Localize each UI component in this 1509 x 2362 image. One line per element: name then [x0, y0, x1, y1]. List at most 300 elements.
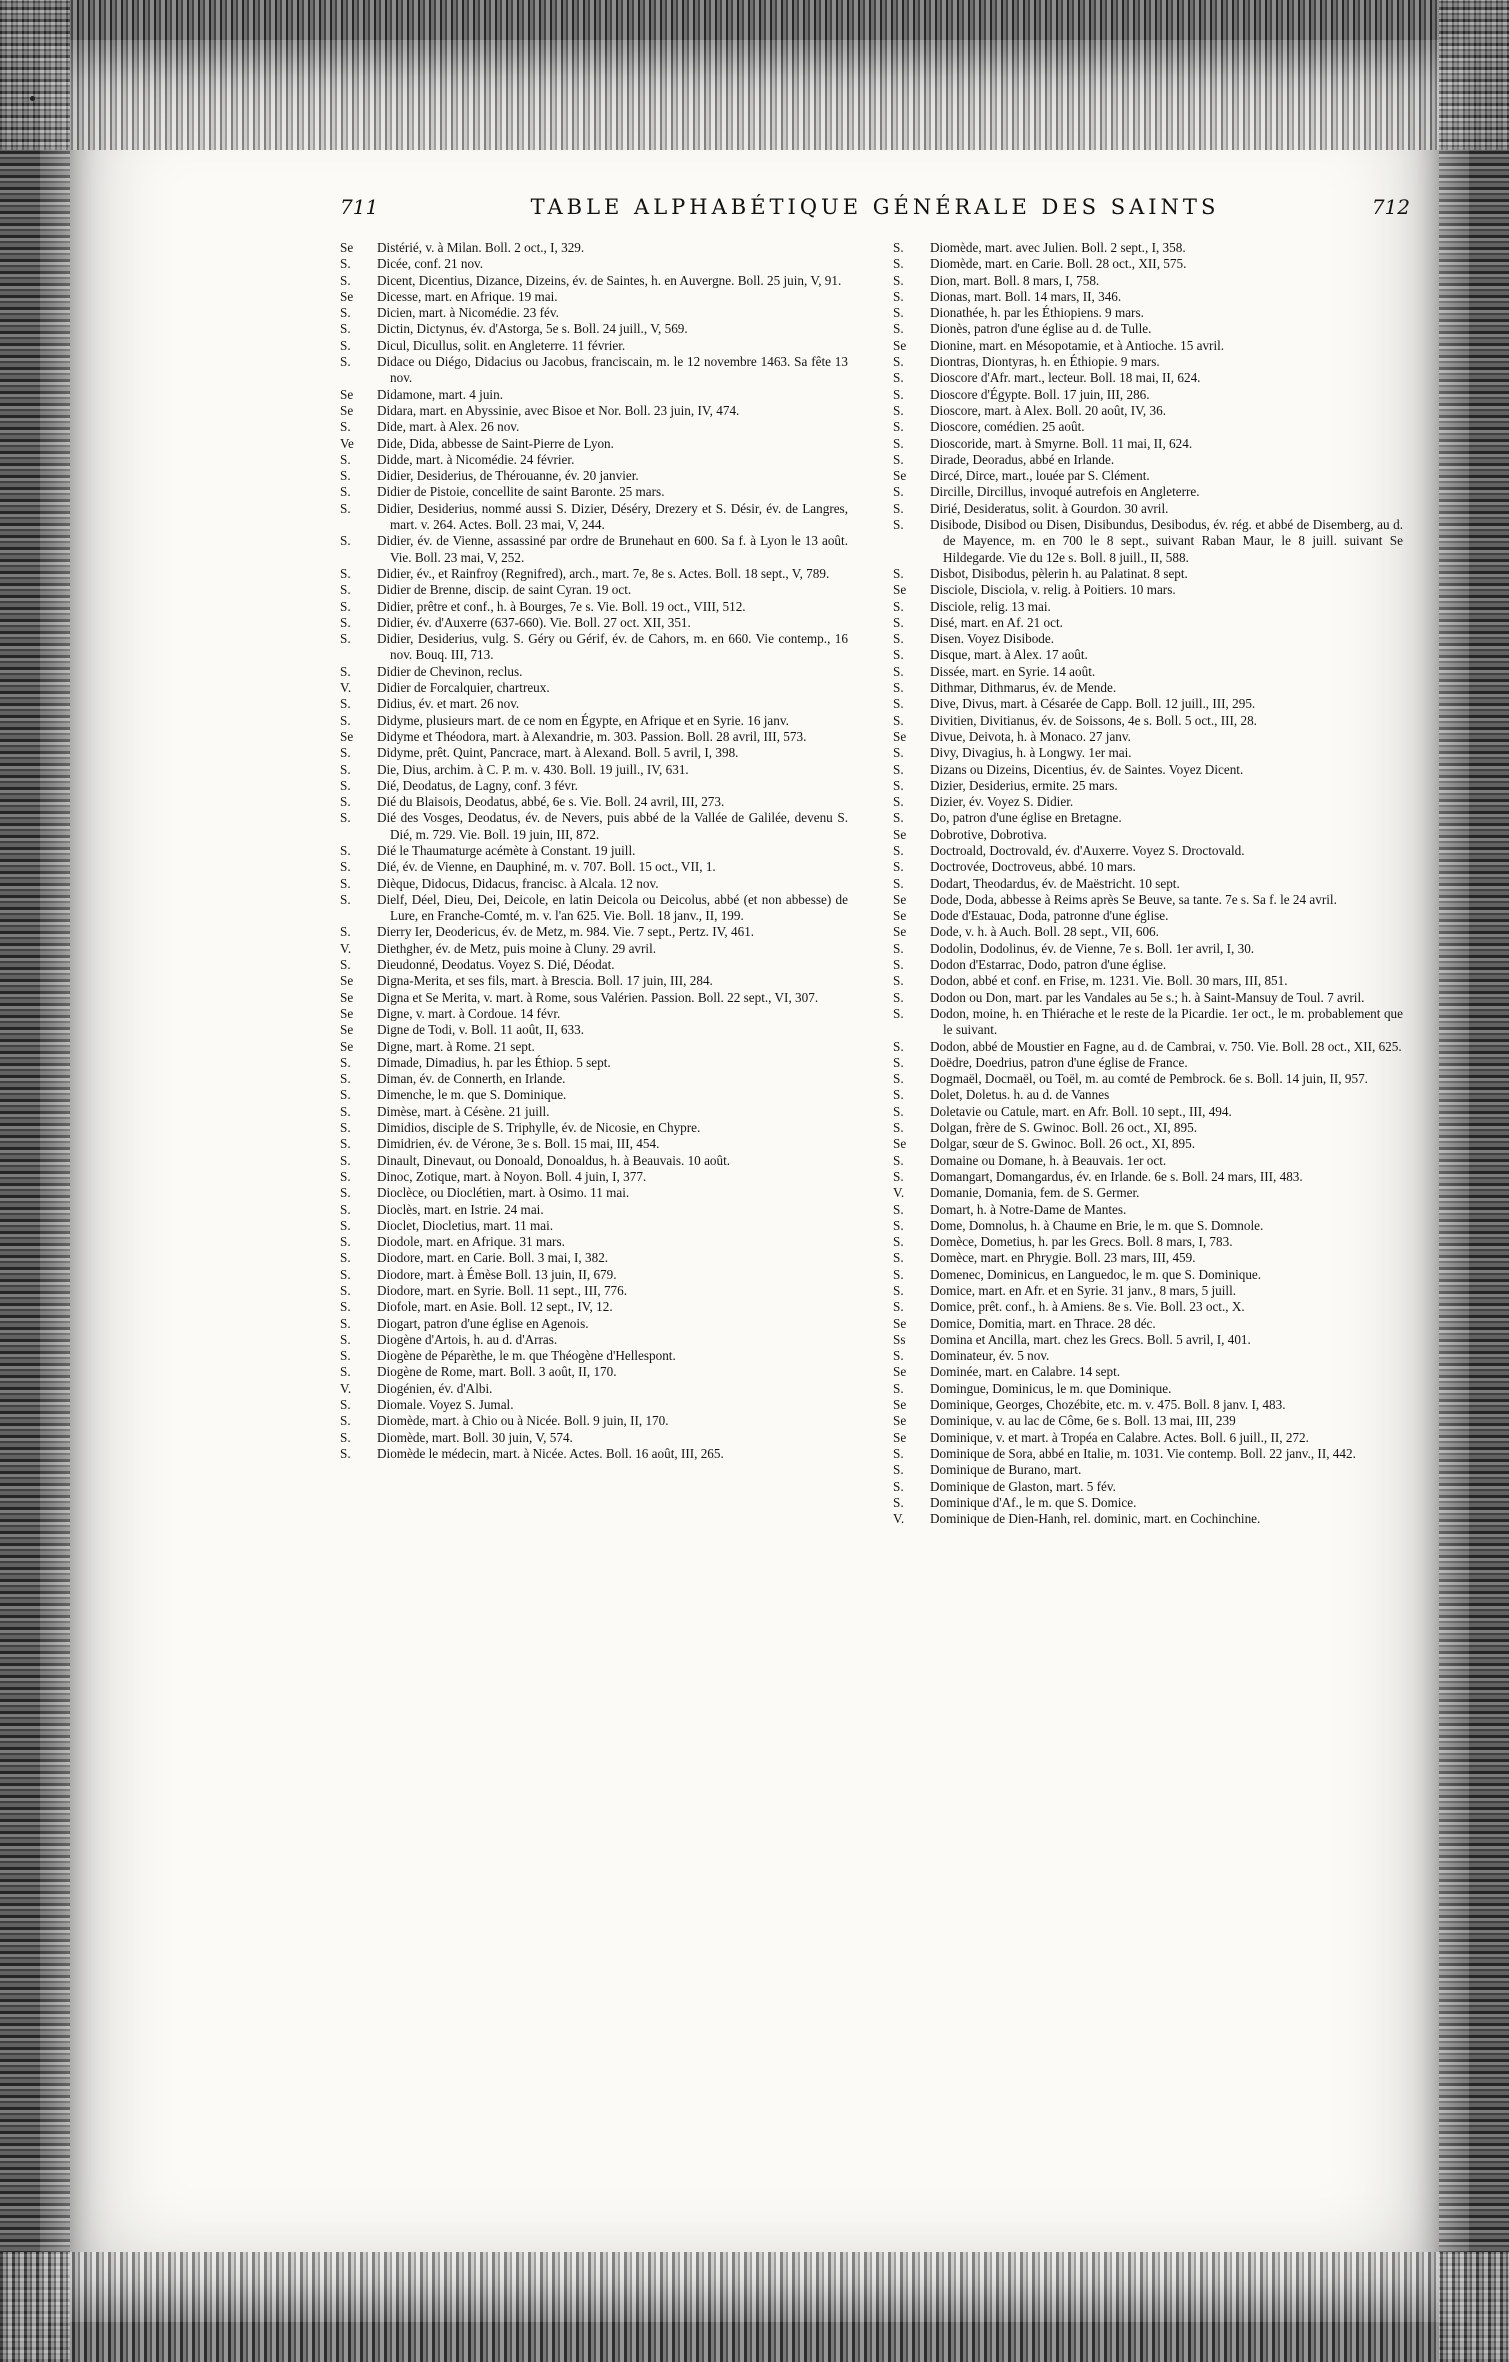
entry-text: Diomède, mart. avec Julien. Boll. 2 sept., I, 358.	[930, 240, 1186, 255]
entry-abbreviation: S.	[340, 1250, 351, 1266]
entry-abbreviation: S.	[893, 272, 904, 288]
entry-text: Domangart, Domangardus, év. en Irlande. 6e s. Boll. 24 mars, III, 483.	[930, 1168, 1303, 1184]
index-entry	[340, 713, 848, 729]
entry-text: Digna et Se Merita, v. mart. à Rome, sous Valérien. Passion. Boll. 22 sept., VI, 307.	[377, 989, 819, 1005]
index-entry	[893, 1087, 1403, 1103]
index-entry	[893, 762, 1403, 778]
index-entry	[340, 1055, 848, 1071]
entry-text: Dodon d'Estarrac, Dodo, patron d'une église.	[930, 957, 1167, 973]
entry-text: Divy, Divagius, h. à Longwy. 1er mai.	[930, 745, 1132, 761]
index-entry	[893, 1299, 1403, 1315]
index-entry	[340, 924, 848, 940]
entry-abbreviation: S.	[893, 386, 904, 402]
page-title: TABLE ALPHABÉTIQUE GÉNÉRALE DES SAINTS	[530, 195, 1220, 219]
entry-text: Domart, h. à Notre-Dame de Mantes.	[930, 1201, 1127, 1217]
index-entry	[340, 680, 848, 696]
entry-abbreviation: S.	[893, 1005, 904, 1021]
entry-text: Didyme, prêt. Quint, Pancrace, mart. à Alexand. Boll. 5 avril, I, 398.	[377, 745, 739, 761]
index-entry	[893, 403, 1403, 419]
entry-text: Dié des Vosges, Deodatus, év. de Nevers, puis abbé de la Vallée de Galilée, devenu S. Dié, m. 729. Vie. Boll. 19 juin, III, 872.	[377, 810, 848, 842]
entry-text: Domèce, Dometius, h. par les Grecs. Boll. 8 mars, I, 783.	[930, 1234, 1233, 1250]
scan-edge-left	[0, 0, 70, 2362]
entry-text: Dicien, mart. à Nicomédie. 23 fév.	[377, 305, 559, 321]
entry-abbreviation: S.	[340, 1429, 351, 1445]
entry-text: Dithmar, Dithmarus, év. de Mende.	[930, 680, 1117, 696]
entry-abbreviation: S.	[893, 614, 904, 630]
entry-abbreviation: S.	[893, 1283, 904, 1298]
entry-text: Divue, Deivota, h. à Monaco. 27 janv.	[930, 728, 1131, 744]
entry-abbreviation: S.	[340, 565, 351, 581]
index-entry	[340, 240, 848, 256]
index-entry	[340, 256, 848, 272]
index-entry	[893, 1495, 1403, 1511]
entry-abbreviation: Se	[893, 1315, 907, 1331]
index-entry	[340, 973, 848, 989]
index-entry	[893, 908, 1403, 924]
entry-abbreviation: S.	[893, 1445, 904, 1461]
entry-abbreviation: Se	[893, 728, 907, 744]
index-entry	[893, 941, 1403, 957]
entry-text: Dièque, Didocus, Didacus, francisc. à Alcala. 12 nov.	[377, 875, 659, 891]
entry-abbreviation: S.	[340, 696, 351, 712]
index-entry	[340, 762, 848, 778]
entry-text: Dimidios, disciple de S. Triphylle, év. de Nicosie, en Chypre.	[377, 1120, 701, 1136]
entry-abbreviation: Se	[893, 826, 907, 842]
entry-abbreviation: S.	[893, 842, 904, 858]
entry-text: Dioclet, Diocletius, mart. 11 mai.	[377, 1217, 554, 1233]
entry-abbreviation: Se	[340, 240, 354, 255]
index-entry	[893, 1234, 1403, 1250]
entry-text: Domenec, Dominicus, en Languedoc, le m. que S. Dominique.	[930, 1266, 1262, 1282]
entry-text: Diogénien, év. d'Albi.	[377, 1380, 493, 1396]
entry-text: Diontras, Diontyras, h. en Éthiopie. 9 mars.	[930, 354, 1160, 370]
entry-text: Dome, Domnolus, h. à Chaume en Brie, le m. que S. Domnole.	[930, 1217, 1264, 1233]
entry-abbreviation: S.	[893, 989, 904, 1005]
index-entry	[893, 1511, 1403, 1527]
entry-abbreviation: S.	[893, 1168, 904, 1184]
index-entry	[893, 631, 1403, 647]
entry-abbreviation: S.	[340, 1234, 351, 1250]
entry-text: Diofole, mart. en Asie. Boll. 12 sept., IV, 12.	[377, 1299, 613, 1315]
entry-abbreviation: S.	[340, 924, 351, 940]
entry-text: Dirade, Deoradus, abbé en Irlande.	[930, 451, 1115, 467]
entry-text: Dode, Doda, abbesse à Reims après Se Beuve, sa tante. 7e s. Sa f. le 24 avril.	[930, 891, 1337, 907]
entry-abbreviation: Se	[340, 989, 354, 1005]
entry-text: Dive, Divus, mart. à Césarée de Capp. Boll. 12 juill., III, 295.	[930, 696, 1256, 712]
entry-abbreviation: S.	[893, 1299, 904, 1315]
entry-abbreviation: S.	[340, 354, 351, 370]
entry-abbreviation: Se	[893, 891, 907, 907]
index-entry	[893, 484, 1403, 500]
entry-text: Dierry Ier, Deodericus, év. de Metz, m. 984. Vie. 7 sept., Pertz. IV, 461.	[377, 924, 755, 940]
entry-abbreviation: S.	[893, 1478, 904, 1494]
index-entry	[340, 1039, 848, 1055]
entry-abbreviation: S.	[893, 631, 904, 647]
entry-text: Didier, év., et Rainfroy (Regnifred), arch., mart. 7e, 8e s. Actes. Boll. 18 sept., V, 789.	[377, 565, 830, 581]
scan-speck	[30, 96, 35, 101]
entry-text: Didyme et Théodora, mart. à Alexandrie, m. 303. Passion. Boll. 28 avril, III, 573.	[377, 728, 807, 744]
entry-abbreviation: S.	[340, 1185, 351, 1201]
entry-abbreviation: S.	[893, 859, 904, 875]
page-header	[340, 195, 1410, 225]
entry-text: Diomale. Voyez S. Jumal.	[377, 1397, 514, 1413]
entry-text: Dirié, Desideratus, solit. à Gourdon. 30 avril.	[930, 500, 1169, 516]
entry-abbreviation: S.	[893, 354, 904, 370]
entry-text: Domice, prêt. conf., h. à Amiens. 8e s. Vie. Boll. 23 oct., X.	[930, 1299, 1245, 1315]
entry-text: Dicul, Dicullus, solit. en Angleterre. 11 février.	[377, 337, 626, 353]
entry-text: Dodon, abbé et conf. en Frise, m. 1231. Vie. Boll. 30 mars, III, 851.	[930, 973, 1288, 989]
entry-text: Diogène de Péparèthe, le m. que Théogène d'Hellespont.	[377, 1348, 676, 1364]
entry-abbreviation: S.	[893, 1201, 904, 1217]
entry-abbreviation: S.	[340, 256, 351, 272]
index-entry	[340, 321, 848, 337]
entry-text: Dircille, Dircillus, invoqué autrefois en Angleterre.	[930, 484, 1200, 500]
entry-text: Diogart, patron d'une église en Agenois.	[377, 1315, 589, 1331]
entry-abbreviation: S.	[893, 1380, 904, 1396]
entry-abbreviation: S.	[340, 1201, 351, 1217]
index-entry	[340, 1364, 848, 1380]
entry-abbreviation: S.	[340, 663, 351, 679]
index-entry	[340, 729, 848, 745]
entry-text: Dizans ou Dizeins, Dicentius, év. de Saintes. Voyez Dicent.	[930, 761, 1244, 777]
index-entry	[340, 664, 848, 680]
entry-text: Diomède, mart. en Carie. Boll. 28 oct., XII, 575.	[930, 256, 1187, 272]
entry-text: Dodon, moine, h. en Thiérache et le reste de la Picardie. 1er oct., le m. probablement que le suivant.	[930, 1005, 1403, 1038]
index-entry	[340, 794, 848, 810]
entry-text: Dictin, Dictynus, év. d'Astorga, 5e s. Boll. 24 juill., V, 569.	[377, 321, 688, 337]
index-entry	[893, 582, 1403, 598]
entry-text: Disque, mart. à Alex. 17 août.	[930, 647, 1088, 663]
entry-text: Digna-Merita, et ses fils, mart. à Brescia. Boll. 17 juin, III, 284.	[377, 973, 713, 989]
entry-text: Didier, Desiderius, nommé aussi S. Dizier, Déséry, Drezery et S. Désir, év. de Langres, mart. v. 264. Actes. Boll. 23 mai, V, 244.	[377, 500, 848, 533]
entry-text: Disibode, Disibod ou Disen, Disibundus, Desibodus, év. rég. et abbé de Disemberg, au d. de Mayence, m. en 700 le 8 sept., suivant Raban Maur, le 8 juill. suivant Se Hildegarde. Vie du 12e s. Boll. 8 juill., II, 588.	[930, 517, 1403, 565]
entry-abbreviation: S.	[340, 419, 351, 435]
entry-abbreviation: S.	[893, 1462, 904, 1478]
entry-text: Dircé, Dirce, mart., louée par S. Clément.	[930, 468, 1150, 484]
index-entry	[340, 957, 848, 973]
index-entry	[340, 452, 848, 468]
entry-text: Dicent, Dicentius, Dizance, Dizeins, év. de Saintes, h. en Auvergne. Boll. 25 juin, V, 91.	[377, 272, 842, 288]
entry-text: Domèce, mart. en Phrygie. Boll. 23 mars, III, 459.	[930, 1250, 1196, 1266]
index-entry	[893, 517, 1403, 566]
index-entry	[893, 501, 1403, 517]
index-entry	[893, 1381, 1403, 1397]
entry-text: Dioscore d'Égypte. Boll. 17 juin, III, 286.	[930, 386, 1150, 402]
entry-text: Didier, prêtre et conf., h. à Bourges, 7e s. Vie. Boll. 19 oct., VIII, 512.	[377, 598, 746, 614]
index-entry	[893, 1332, 1403, 1348]
index-entry	[340, 1006, 848, 1022]
entry-abbreviation: Se	[340, 288, 354, 304]
index-entry	[340, 1332, 848, 1348]
index-entry	[340, 1234, 848, 1250]
entry-abbreviation: S.	[340, 1299, 351, 1315]
index-entry	[893, 647, 1403, 663]
entry-abbreviation: S.	[893, 435, 904, 451]
entry-text: Didier, Desiderius, vulg. S. Géry ou Gérif, év. de Cahors, m. en 660. Vie contemp., 16 nov. Bouq. III, 713.	[377, 631, 848, 663]
index-entry	[340, 387, 848, 403]
entry-abbreviation: S.	[893, 1250, 904, 1266]
index-entry	[340, 1202, 848, 1218]
index-entry	[340, 484, 848, 500]
index-entry	[893, 1136, 1403, 1152]
entry-text: Didius, év. et mart. 26 nov.	[377, 696, 520, 712]
entry-text: Dioscoride, mart. à Smyrne. Boll. 11 mai, II, 624.	[930, 435, 1193, 451]
index-entry	[340, 354, 848, 387]
index-entry	[893, 827, 1403, 843]
entry-abbreviation: S.	[340, 875, 351, 891]
index-entry	[340, 892, 848, 925]
entry-abbreviation: S.	[340, 1266, 351, 1282]
index-entry	[893, 1120, 1403, 1136]
entry-text: Dode, v. h. à Auch. Boll. 28 sept., VII, 606.	[930, 924, 1159, 940]
entry-text: Dide, mart. à Alex. 26 nov.	[377, 419, 520, 435]
entry-abbreviation: S.	[340, 1071, 351, 1087]
entry-abbreviation: S.	[340, 1283, 351, 1298]
entry-text: Diomède le médecin, mart. à Nicée. Actes. Boll. 16 août, III, 265.	[377, 1445, 724, 1461]
entry-text: Domice, Domitia, mart. en Thrace. 28 déc.	[930, 1315, 1156, 1331]
entry-abbreviation: S.	[893, 973, 904, 989]
entry-abbreviation: S.	[340, 794, 351, 810]
entry-abbreviation: S.	[893, 663, 904, 679]
entry-text: Diomède, mart. à Chio ou à Nicée. Boll. 9 juin, II, 170.	[377, 1413, 669, 1429]
index-entry	[340, 338, 848, 354]
entry-text: Do, patron d'une église en Bretagne.	[930, 810, 1122, 826]
entry-text: Dogmaël, Docmaël, ou Toël, m. au comté de Pembrock. 6e s. Boll. 14 juin, II, 957.	[930, 1071, 1368, 1087]
entry-abbreviation: S.	[893, 598, 904, 614]
entry-abbreviation: Se	[893, 1429, 907, 1445]
entry-abbreviation: S.	[340, 337, 351, 353]
index-entry	[893, 1462, 1403, 1478]
entry-abbreviation: S.	[893, 517, 904, 533]
entry-text: Dissée, mart. en Syrie. 14 août.	[930, 663, 1096, 679]
entry-text: Dode d'Estauac, Doda, patronne d'une église.	[930, 908, 1169, 924]
entry-abbreviation: S.	[340, 1413, 351, 1429]
index-entry	[340, 745, 848, 761]
entry-abbreviation: S.	[340, 533, 351, 549]
index-entry	[893, 1218, 1403, 1234]
entry-abbreviation: Se	[893, 337, 907, 353]
entry-text: Die, Dius, archim. à C. P. m. v. 430. Boll. 19 juill., IV, 631.	[377, 761, 689, 777]
entry-text: Dominateur, év. 5 nov.	[930, 1348, 1050, 1364]
entry-text: Disbot, Disibodus, pèlerin h. au Palatinat. 8 sept.	[930, 565, 1188, 581]
entry-text: Diman, év. de Connerth, en Irlande.	[377, 1071, 566, 1087]
index-entry	[340, 1250, 848, 1266]
entry-abbreviation: S.	[893, 696, 904, 712]
index-entry	[893, 599, 1403, 615]
entry-text: Doëdre, Doedrius, patron d'une église de France.	[930, 1054, 1188, 1070]
entry-text: Didace ou Diégo, Didacius ou Jacobus, franciscain, m. le 12 novembre 1463. Sa fête 13 nov.	[377, 354, 848, 386]
entry-text: Dolet, Doletus. h. au d. de Vannes	[930, 1087, 1110, 1103]
entry-text: Dodart, Theodardus, év. de Maëstricht. 10 sept.	[930, 875, 1180, 891]
entry-abbreviation: S.	[340, 1217, 351, 1233]
index-entry	[340, 273, 848, 289]
entry-text: Digne, mart. à Rome. 21 sept.	[377, 1038, 535, 1054]
index-entry	[340, 810, 848, 843]
entry-abbreviation: S.	[893, 712, 904, 728]
index-entry	[340, 533, 848, 566]
entry-abbreviation: S.	[893, 402, 904, 418]
entry-abbreviation: Se	[340, 1005, 354, 1021]
index-entry	[893, 957, 1403, 973]
entry-abbreviation: S.	[340, 1136, 351, 1152]
right-column	[893, 240, 1403, 1527]
entry-abbreviation: S.	[340, 745, 351, 761]
index-entry	[893, 256, 1403, 272]
entry-text: Didier, Desiderius, de Thérouanne, év. 20 janvier.	[377, 468, 639, 484]
index-entry	[340, 778, 848, 794]
index-entry	[893, 664, 1403, 680]
entry-abbreviation: S.	[340, 451, 351, 467]
index-entry	[340, 1430, 848, 1446]
index-entry	[893, 289, 1403, 305]
entry-abbreviation: S.	[893, 957, 904, 973]
entry-abbreviation: S.	[893, 305, 904, 321]
entry-abbreviation: S.	[340, 1445, 351, 1461]
entry-text: Disciole, Disciola, v. relig. à Poitiers. 10 mars.	[930, 582, 1176, 598]
index-entry	[893, 778, 1403, 794]
index-entry	[893, 468, 1403, 484]
entry-text: Dieudonné, Deodatus. Voyez S. Dié, Déodat.	[377, 957, 615, 973]
entry-text: Dion, mart. Boll. 8 mars, I, 758.	[930, 272, 1100, 288]
entry-abbreviation: S.	[893, 680, 904, 696]
entry-abbreviation: S.	[340, 957, 351, 973]
entry-text: Didier de Pistoie, concellite de saint Baronte. 25 mars.	[377, 484, 665, 500]
index-entry	[340, 305, 848, 321]
scan-edge-right	[1439, 0, 1509, 2362]
entry-abbreviation: S.	[893, 1348, 904, 1364]
entry-text: Diodole, mart. en Afrique. 31 mars.	[377, 1234, 565, 1250]
index-entry	[340, 419, 848, 435]
index-entry	[893, 273, 1403, 289]
page-number-right: 712	[1371, 195, 1410, 219]
entry-abbreviation: S.	[340, 842, 351, 858]
index-entry	[340, 436, 848, 452]
entry-abbreviation: Se	[893, 908, 907, 924]
entry-abbreviation: S.	[893, 484, 904, 500]
index-entry	[893, 1413, 1403, 1429]
entry-abbreviation: Se	[340, 386, 354, 402]
entry-abbreviation: S.	[893, 810, 904, 826]
entry-text: Dodolin, Dodolinus, év. de Vienne, 7e s. Boll. 1er avril, I, 30.	[930, 940, 1255, 956]
index-entry	[893, 387, 1403, 403]
index-entry	[340, 289, 848, 305]
index-entry	[340, 403, 848, 419]
entry-text: Doctroald, Doctrovald, év. d'Auxerre. Voyez S. Droctovald.	[930, 842, 1245, 858]
entry-abbreviation: S.	[340, 1331, 351, 1347]
entry-abbreviation: Se	[340, 973, 354, 989]
entry-text: Dominique de Dien-Hanh, rel. dominic, mart. en Cochinchine.	[930, 1511, 1261, 1527]
entry-text: Diomède, mart. Boll. 30 juin, V, 574.	[377, 1429, 573, 1445]
entry-text: Domaine ou Domane, h. à Beauvais. 1er oct.	[930, 1152, 1167, 1168]
index-entry	[893, 713, 1403, 729]
index-entry	[893, 1267, 1403, 1283]
entry-text: Dinault, Dinevaut, ou Donoald, Donoaldus, h. à Beauvais. 10 août.	[377, 1152, 731, 1168]
index-entry	[340, 1087, 848, 1103]
entry-abbreviation: S.	[893, 288, 904, 304]
index-entry	[340, 1071, 848, 1087]
entry-abbreviation: S.	[340, 777, 351, 793]
index-entry	[340, 859, 848, 875]
entry-abbreviation: S.	[893, 794, 904, 810]
entry-abbreviation: S.	[893, 647, 904, 663]
index-entry	[893, 745, 1403, 761]
entry-abbreviation: S.	[340, 1087, 351, 1103]
entry-text: Dolgar, sœur de S. Gwinoc. Boll. 26 oct., XI, 895.	[930, 1136, 1196, 1152]
entry-abbreviation: Se	[893, 1413, 907, 1429]
index-entry	[340, 1381, 848, 1397]
entry-text: Didde, mart. à Nicomédie. 24 février.	[377, 451, 575, 467]
entry-text: Dimèse, mart. à Césène. 21 juill.	[377, 1103, 550, 1119]
index-entry	[893, 794, 1403, 810]
entry-abbreviation: S.	[340, 321, 351, 337]
index-entry	[893, 338, 1403, 354]
entry-text: Didyme, plusieurs mart. de ce nom en Égypte, en Afrique et en Syrie. 16 janv.	[377, 712, 789, 728]
entry-abbreviation: S.	[893, 940, 904, 956]
entry-abbreviation: S.	[893, 451, 904, 467]
entry-abbreviation: S.	[340, 1054, 351, 1070]
entry-text: Digne, v. mart. à Cordoue. 14 févr.	[377, 1005, 561, 1021]
entry-abbreviation: S.	[893, 1071, 904, 1087]
entry-abbreviation: S.	[893, 321, 904, 337]
index-entry	[893, 1055, 1403, 1071]
index-entry	[340, 631, 848, 664]
entry-abbreviation: S.	[893, 1217, 904, 1233]
entry-text: Diodore, mart. en Carie. Boll. 3 mai, I, 382.	[377, 1250, 609, 1266]
page-number-left: 711	[340, 195, 379, 219]
entry-abbreviation: S.	[340, 582, 351, 598]
entry-abbreviation: S.	[340, 1168, 351, 1184]
entry-text: Diethgher, év. de Metz, puis moine à Cluny. 29 avril.	[377, 940, 657, 956]
entry-text: Dizier, év. Voyez S. Didier.	[930, 794, 1074, 810]
index-entry	[893, 1006, 1403, 1039]
entry-abbreviation: V.	[893, 1511, 905, 1527]
entry-abbreviation: S.	[340, 1152, 351, 1168]
index-entry	[340, 696, 848, 712]
index-entry	[893, 240, 1403, 256]
index-entry	[340, 990, 848, 1006]
entry-text: Domina et Ancilla, mart. chez les Grecs. Boll. 5 avril, I, 401.	[930, 1331, 1251, 1347]
index-entry	[340, 1185, 848, 1201]
entry-abbreviation: S.	[893, 419, 904, 435]
index-entry	[340, 876, 848, 892]
entry-abbreviation: S.	[340, 1315, 351, 1331]
entry-text: Dicée, conf. 21 nov.	[377, 256, 484, 272]
entry-text: Dolgan, frère de S. Gwinoc. Boll. 26 oct., XI, 895.	[930, 1120, 1197, 1136]
entry-text: Didier de Forcalquier, chartreux.	[377, 680, 550, 696]
index-entry	[340, 468, 848, 484]
entry-text: Diodore, mart. en Syrie. Boll. 11 sept., III, 776.	[377, 1283, 628, 1298]
index-entry	[340, 1120, 848, 1136]
entry-text: Didier, év. de Vienne, assassiné par ordre de Brunehaut en 600. Sa f. à Lyon le 13 août. Vie. Boll. 23 mai, V, 252.	[377, 533, 848, 565]
entry-abbreviation: Ve	[340, 435, 354, 451]
index-entry	[893, 419, 1403, 435]
entry-text: Dominique, v. au lac de Côme, 6e s. Boll. 13 mai, III, 239	[930, 1413, 1236, 1429]
entry-abbreviation: S.	[340, 1103, 351, 1119]
index-entry	[340, 1348, 848, 1364]
entry-abbreviation: S.	[340, 631, 351, 647]
entry-text: Dionathée, h. par les Éthiopiens. 9 mars.	[930, 305, 1144, 321]
entry-text: Domice, mart. en Afr. et en Syrie. 31 janv., 8 mars, 5 juill.	[930, 1283, 1237, 1298]
index-entry	[893, 843, 1403, 859]
index-entry	[340, 1218, 848, 1234]
index-entry	[340, 599, 848, 615]
entry-text: Dominique de Burano, mart.	[930, 1462, 1082, 1478]
entry-abbreviation: V.	[340, 940, 352, 956]
entry-text: Dobrotive, Dobrotiva.	[930, 826, 1047, 842]
index-entry	[893, 973, 1403, 989]
index-entry	[340, 1022, 848, 1038]
entry-abbreviation: S.	[340, 712, 351, 728]
